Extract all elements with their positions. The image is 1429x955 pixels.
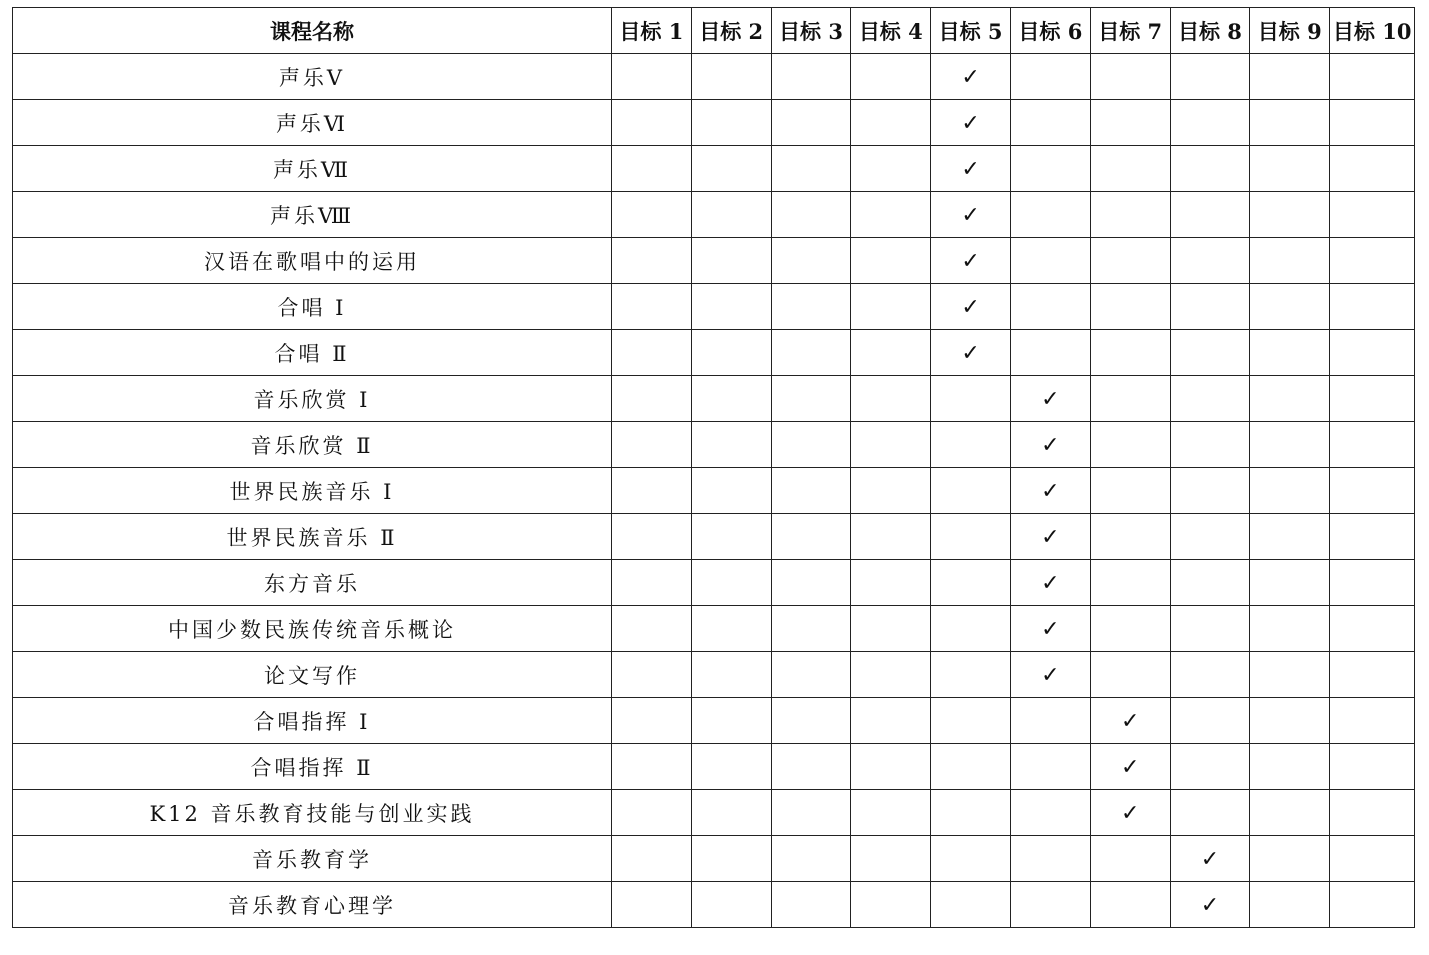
goal-cell-7: [1090, 330, 1170, 376]
goal-cell-6: [1010, 238, 1090, 284]
goal-cell-7: [1090, 192, 1170, 238]
table-row: [13, 790, 1415, 836]
check-mark-icon: ✓: [1041, 662, 1060, 688]
goal-cell-4: [851, 284, 931, 330]
goal-cell-4: [851, 560, 931, 606]
goal-cell-3: [771, 468, 851, 514]
goal-cell-8: [1170, 882, 1250, 928]
goal-cell-10: [1330, 606, 1415, 652]
course-name-cell: 论文写作: [13, 652, 612, 698]
goal-cell-10: [1330, 652, 1415, 698]
goal-cell-9: [1250, 376, 1330, 422]
goal-cell-1: [612, 54, 692, 100]
table-row: [13, 882, 1415, 928]
course-name-cell: 世界民族音乐 Ⅱ: [13, 514, 612, 560]
goal-cell-2: [691, 790, 771, 836]
check-mark-icon: ✓: [1041, 616, 1060, 642]
goal-header-3: 目标 3: [771, 8, 851, 54]
check-mark-icon: ✓: [961, 340, 980, 366]
goal-cell-6: [1010, 422, 1090, 468]
goal-cell-6: [1010, 790, 1090, 836]
goal-cell-9: [1250, 514, 1330, 560]
goal-cell-10: [1330, 376, 1415, 422]
check-mark-icon: ✓: [961, 294, 980, 320]
course-name-cell: 声乐Ⅵ: [13, 100, 612, 146]
goal-cell-5: [931, 790, 1011, 836]
goal-cell-8: [1170, 606, 1250, 652]
goal-cell-10: [1330, 560, 1415, 606]
goal-cell-1: [612, 468, 692, 514]
goal-cell-6: [1010, 560, 1090, 606]
goal-cell-3: [771, 514, 851, 560]
check-mark-icon: ✓: [1120, 754, 1140, 780]
goal-cell-2: [691, 146, 771, 192]
table-row: [13, 100, 1415, 146]
goal-cell-7: [1090, 284, 1170, 330]
goal-cell-10: [1330, 284, 1415, 330]
goal-cell-1: [612, 790, 692, 836]
goal-cell-5: [931, 652, 1011, 698]
goal-cell-4: [851, 514, 931, 560]
goal-header-2: 目标 2: [691, 8, 771, 54]
course-name-cell: 东方音乐: [13, 560, 612, 606]
header-row: [13, 8, 1415, 54]
goal-cell-9: [1250, 100, 1330, 146]
goal-cell-3: [771, 54, 851, 100]
goal-cell-10: [1330, 192, 1415, 238]
goal-cell-6: [1010, 836, 1090, 882]
table-row: [13, 422, 1415, 468]
goal-cell-6: [1010, 468, 1090, 514]
course-name-header: 课程名称: [13, 8, 612, 54]
course-goal-matrix-table: [12, 7, 1415, 928]
goal-cell-7: [1090, 376, 1170, 422]
goal-cell-3: [771, 376, 851, 422]
goal-cell-4: [851, 882, 931, 928]
goal-cell-5: [931, 238, 1011, 284]
goal-cell-3: [771, 330, 851, 376]
goal-cell-1: [612, 882, 692, 928]
goal-cell-2: [691, 744, 771, 790]
goal-cell-9: [1250, 192, 1330, 238]
goal-cell-6: [1010, 882, 1090, 928]
goal-cell-5: [931, 100, 1011, 146]
goal-cell-1: [612, 146, 692, 192]
goal-cell-1: [612, 192, 692, 238]
goal-cell-3: [771, 606, 851, 652]
goal-cell-8: [1170, 836, 1250, 882]
goal-cell-4: [851, 422, 931, 468]
goal-cell-8: [1170, 146, 1250, 192]
goal-cell-8: [1170, 284, 1250, 330]
goal-cell-2: [691, 422, 771, 468]
goal-cell-3: [771, 192, 851, 238]
goal-cell-2: [691, 606, 771, 652]
goal-cell-6: [1010, 376, 1090, 422]
goal-cell-7: [1090, 882, 1170, 928]
goal-cell-2: [691, 376, 771, 422]
check-mark-icon: ✓: [961, 202, 980, 228]
goal-cell-10: [1330, 422, 1415, 468]
goal-cell-1: [612, 606, 692, 652]
check-mark-icon: ✓: [1041, 524, 1060, 550]
goal-cell-2: [691, 468, 771, 514]
goal-cell-7: [1090, 468, 1170, 514]
goal-cell-9: [1250, 652, 1330, 698]
goal-cell-1: [612, 652, 692, 698]
course-name-cell: 合唱指挥 Ⅰ: [13, 698, 612, 744]
goal-header-10: 目标 10: [1330, 8, 1415, 54]
goal-cell-10: [1330, 54, 1415, 100]
goal-cell-7: [1090, 54, 1170, 100]
check-mark-icon: ✓: [1120, 800, 1140, 826]
goal-cell-4: [851, 376, 931, 422]
course-name-cell: 音乐教育心理学: [13, 882, 612, 928]
goal-cell-3: [771, 560, 851, 606]
goal-cell-9: [1250, 790, 1330, 836]
goal-cell-7: [1090, 514, 1170, 560]
goal-header-4: 目标 4: [851, 8, 931, 54]
goal-cell-9: [1250, 146, 1330, 192]
goal-cell-4: [851, 146, 931, 192]
goal-cell-6: [1010, 330, 1090, 376]
course-name-cell: 合唱 Ⅱ: [13, 330, 612, 376]
goal-cell-10: [1330, 836, 1415, 882]
goal-cell-5: [931, 698, 1011, 744]
goal-cell-2: [691, 192, 771, 238]
table-row: [13, 606, 1415, 652]
goal-cell-7: [1090, 836, 1170, 882]
goal-cell-6: [1010, 146, 1090, 192]
table-row: [13, 836, 1415, 882]
check-mark-icon: ✓: [1200, 846, 1220, 872]
goal-cell-5: [931, 284, 1011, 330]
goal-cell-9: [1250, 238, 1330, 284]
goal-cell-5: [931, 422, 1011, 468]
goal-cell-7: [1090, 652, 1170, 698]
table-row: [13, 744, 1415, 790]
goal-cell-8: [1170, 238, 1250, 284]
course-name-cell: 声乐Ⅷ: [13, 192, 612, 238]
goal-cell-9: [1250, 882, 1330, 928]
goal-cell-5: [931, 468, 1011, 514]
goal-cell-10: [1330, 146, 1415, 192]
goal-cell-5: [931, 376, 1011, 422]
goal-cell-8: [1170, 468, 1250, 514]
check-mark-icon: ✓: [961, 248, 980, 274]
table-row: [13, 238, 1415, 284]
goal-cell-8: [1170, 560, 1250, 606]
table-row: [13, 468, 1415, 514]
goal-cell-4: [851, 606, 931, 652]
goal-cell-4: [851, 192, 931, 238]
goal-cell-3: [771, 698, 851, 744]
goal-cell-3: [771, 238, 851, 284]
goal-cell-10: [1330, 882, 1415, 928]
goal-cell-9: [1250, 744, 1330, 790]
check-mark-icon: ✓: [1041, 386, 1060, 412]
goal-cell-7: [1090, 698, 1170, 744]
goal-cell-5: [931, 192, 1011, 238]
goal-header-9: 目标 9: [1250, 8, 1330, 54]
table-row: [13, 146, 1415, 192]
goal-cell-5: [931, 882, 1011, 928]
table-row: [13, 192, 1415, 238]
goal-cell-3: [771, 100, 851, 146]
table-row: [13, 376, 1415, 422]
goal-cell-4: [851, 836, 931, 882]
goal-cell-10: [1330, 514, 1415, 560]
goal-cell-7: [1090, 606, 1170, 652]
table-row: [13, 330, 1415, 376]
goal-cell-8: [1170, 100, 1250, 146]
table-row: [13, 284, 1415, 330]
goal-cell-3: [771, 652, 851, 698]
course-name-cell: 声乐Ⅴ: [13, 54, 612, 100]
goal-cell-3: [771, 836, 851, 882]
goal-cell-10: [1330, 744, 1415, 790]
goal-cell-5: [931, 836, 1011, 882]
goal-cell-8: [1170, 422, 1250, 468]
goal-cell-7: [1090, 100, 1170, 146]
goal-header-5: 目标 5: [931, 8, 1011, 54]
goal-cell-1: [612, 744, 692, 790]
goal-cell-5: [931, 514, 1011, 560]
course-name-cell: 合唱指挥 Ⅱ: [13, 744, 612, 790]
goal-cell-6: [1010, 284, 1090, 330]
goal-cell-3: [771, 882, 851, 928]
goal-cell-7: [1090, 146, 1170, 192]
goal-cell-4: [851, 54, 931, 100]
check-mark-icon: ✓: [961, 64, 980, 90]
goal-header-6: 目标 6: [1010, 8, 1090, 54]
goal-cell-8: [1170, 192, 1250, 238]
goal-cell-4: [851, 652, 931, 698]
goal-cell-3: [771, 422, 851, 468]
goal-cell-1: [612, 698, 692, 744]
goal-cell-5: [931, 606, 1011, 652]
goal-cell-2: [691, 836, 771, 882]
goal-cell-8: [1170, 744, 1250, 790]
course-name-cell: 汉语在歌唱中的运用: [13, 238, 612, 284]
goal-cell-6: [1010, 744, 1090, 790]
check-mark-icon: ✓: [1041, 570, 1060, 596]
goal-cell-2: [691, 652, 771, 698]
goal-cell-9: [1250, 330, 1330, 376]
goal-cell-4: [851, 790, 931, 836]
goal-cell-10: [1330, 698, 1415, 744]
goal-cell-2: [691, 54, 771, 100]
goal-cell-10: [1330, 330, 1415, 376]
goal-cell-1: [612, 514, 692, 560]
goal-cell-6: [1010, 514, 1090, 560]
goal-cell-5: [931, 330, 1011, 376]
goal-cell-2: [691, 560, 771, 606]
goal-cell-4: [851, 744, 931, 790]
goal-cell-4: [851, 698, 931, 744]
goal-cell-4: [851, 100, 931, 146]
table-row: [13, 54, 1415, 100]
goal-cell-7: [1090, 560, 1170, 606]
goal-cell-8: [1170, 54, 1250, 100]
course-name-cell: 音乐欣赏 Ⅱ: [13, 422, 612, 468]
goal-cell-8: [1170, 514, 1250, 560]
goal-cell-10: [1330, 468, 1415, 514]
goal-cell-9: [1250, 422, 1330, 468]
goal-cell-8: [1170, 790, 1250, 836]
goal-cell-7: [1090, 790, 1170, 836]
check-mark-icon: ✓: [1200, 892, 1220, 918]
goal-cell-5: [931, 560, 1011, 606]
goal-cell-4: [851, 330, 931, 376]
goal-cell-3: [771, 284, 851, 330]
goal-cell-1: [612, 330, 692, 376]
goal-cell-9: [1250, 698, 1330, 744]
course-name-cell: 音乐教育学: [13, 836, 612, 882]
course-name-cell: 合唱 Ⅰ: [13, 284, 612, 330]
goal-cell-2: [691, 238, 771, 284]
goal-cell-8: [1170, 652, 1250, 698]
goal-cell-5: [931, 54, 1011, 100]
course-name-cell: 世界民族音乐 Ⅰ: [13, 468, 612, 514]
goal-cell-7: [1090, 238, 1170, 284]
table-row: [13, 652, 1415, 698]
goal-cell-10: [1330, 100, 1415, 146]
course-name-cell: K12 音乐教育技能与创业实践: [13, 790, 612, 836]
check-mark-icon: ✓: [961, 156, 980, 182]
table-body: [13, 54, 1415, 928]
table-row: [13, 560, 1415, 606]
goal-header-7: 目标 7: [1090, 8, 1170, 54]
goal-cell-3: [771, 790, 851, 836]
goal-cell-6: [1010, 698, 1090, 744]
goal-cell-3: [771, 146, 851, 192]
goal-cell-4: [851, 238, 931, 284]
goal-cell-2: [691, 100, 771, 146]
goal-cell-2: [691, 330, 771, 376]
goal-cell-6: [1010, 100, 1090, 146]
goal-cell-2: [691, 284, 771, 330]
goal-cell-1: [612, 376, 692, 422]
goal-cell-2: [691, 882, 771, 928]
course-name-cell: 声乐Ⅶ: [13, 146, 612, 192]
goal-cell-8: [1170, 698, 1250, 744]
goal-cell-9: [1250, 468, 1330, 514]
goal-cell-5: [931, 744, 1011, 790]
check-mark-icon: ✓: [1041, 478, 1060, 504]
goal-cell-9: [1250, 836, 1330, 882]
goal-cell-10: [1330, 238, 1415, 284]
goal-cell-5: [931, 146, 1011, 192]
goal-cell-8: [1170, 376, 1250, 422]
goal-cell-7: [1090, 422, 1170, 468]
goal-cell-9: [1250, 606, 1330, 652]
goal-cell-6: [1010, 652, 1090, 698]
goal-cell-9: [1250, 54, 1330, 100]
course-name-cell: 中国少数民族传统音乐概论: [13, 606, 612, 652]
goal-cell-4: [851, 468, 931, 514]
goal-cell-1: [612, 284, 692, 330]
goal-header-1: 目标 1: [612, 8, 692, 54]
table-row: [13, 698, 1415, 744]
check-mark-icon: ✓: [1041, 432, 1060, 458]
table-header: [13, 8, 1415, 54]
goal-cell-8: [1170, 330, 1250, 376]
course-name-cell: 音乐欣赏 Ⅰ: [13, 376, 612, 422]
goal-cell-6: [1010, 606, 1090, 652]
goal-cell-1: [612, 560, 692, 606]
goal-cell-1: [612, 422, 692, 468]
goal-cell-7: [1090, 744, 1170, 790]
goal-cell-9: [1250, 560, 1330, 606]
goal-cell-6: [1010, 54, 1090, 100]
goal-cell-6: [1010, 192, 1090, 238]
goal-cell-1: [612, 100, 692, 146]
goal-header-8: 目标 8: [1170, 8, 1250, 54]
goal-cell-1: [612, 836, 692, 882]
goal-cell-3: [771, 744, 851, 790]
table-row: [13, 514, 1415, 560]
goal-cell-1: [612, 238, 692, 284]
goal-cell-10: [1330, 790, 1415, 836]
goal-cell-2: [691, 514, 771, 560]
check-mark-icon: ✓: [1120, 708, 1140, 734]
goal-cell-9: [1250, 284, 1330, 330]
check-mark-icon: ✓: [961, 110, 980, 136]
goal-cell-2: [691, 698, 771, 744]
